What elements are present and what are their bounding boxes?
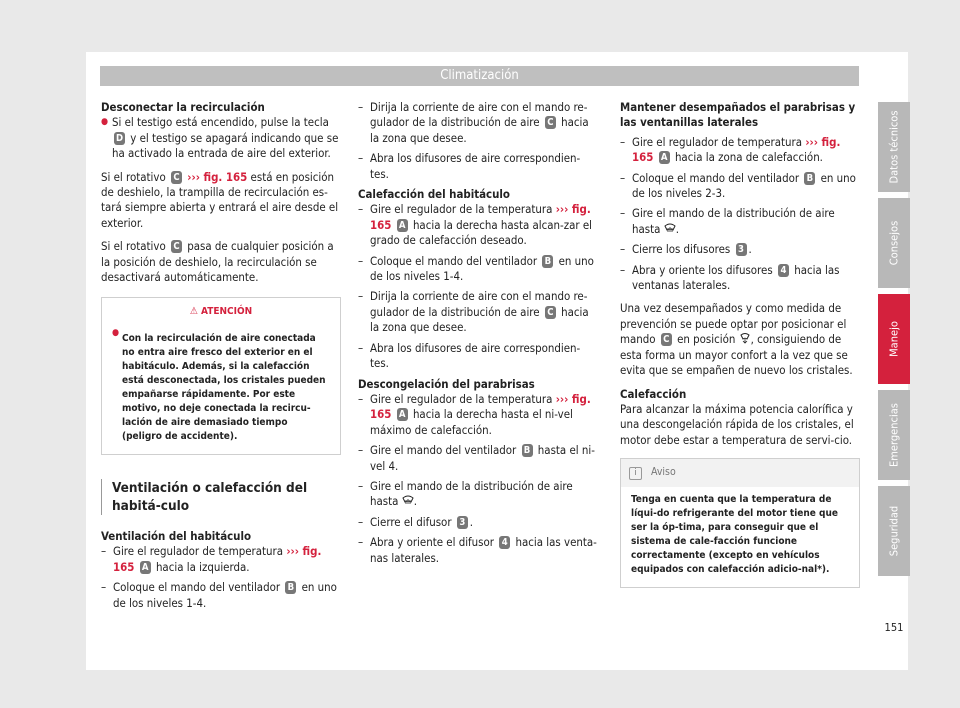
list-item: – Coloque el mando del ventilador B en uno de los niveles 2-3. bbox=[620, 171, 860, 202]
bullet-testigo: ● Si el testigo está encendido, pulse la tecla D y el testigo se apagará indicando que se ha activado la entrada de aire del exterior. bbox=[101, 115, 341, 161]
key-c: C bbox=[545, 306, 556, 319]
tab-datos-tecnicos[interactable]: Datos técnicos bbox=[878, 102, 910, 192]
list-item: – Coloque el mando del ventilador B en uno de los niveles 1-4. bbox=[358, 254, 598, 285]
tab-seguridad[interactable]: Seguridad bbox=[878, 486, 910, 576]
key-4: 4 bbox=[778, 264, 789, 277]
list-item: – Gire el regulador de la temperatura ››› fig. 165 A hacia la derecha hasta el ni-vel máximo de calefacción. bbox=[358, 392, 598, 438]
list-item: – Cierre los difusores 3 . bbox=[620, 242, 860, 257]
paragraph-potencia: Para alcanzar la máxima potencia calorífica y una descongelación rápida de los cristales, el motor debe estar a temperatura de servi-cio. bbox=[620, 401, 854, 447]
warning-box bbox=[101, 297, 341, 454]
heading-calefaccion: Calefacción del habitáculo bbox=[358, 187, 510, 202]
list-item: – Gire el mando del ventilador B hasta el ni-vel 4. bbox=[358, 443, 598, 474]
warning-text: ● Con la recirculación de aire conectada no entra aire fresco del exterior en el habitáculo. Además, si la calefacción está desconectada, los cristales pueden empañarse rápidamente. Por este motivo, no deje conectada la recircu-lación de aire demasiado tiempo (peligro de accidente). bbox=[112, 326, 340, 454]
column-1 bbox=[101, 100, 341, 616]
heading-calefaccion-2: Calefacción bbox=[620, 386, 687, 401]
windshield-defrost-icon bbox=[664, 222, 676, 234]
list-item: – Gire el regulador de la temperatura ››› fig. 165 A hacia la derecha hasta alcan-zar el grado de calefacción deseado. bbox=[358, 202, 598, 248]
key-4: 4 bbox=[499, 536, 510, 549]
tab-manejo[interactable]: Manejo bbox=[878, 294, 910, 384]
list-item: – Gire el regulador de temperatura ››› fig. 165 A hacia la zona de calefacción. bbox=[620, 135, 860, 166]
list-item: – Gire el regulador de temperatura ››› fig. 165 A hacia la izquierda. bbox=[101, 544, 341, 575]
windshield-defrost-icon bbox=[402, 494, 414, 506]
fig-link[interactable]: ››› fig. 165 bbox=[187, 169, 248, 184]
fig-link[interactable]: ››› fig. 165 bbox=[370, 391, 591, 422]
heading-desconectar: Desconectar la recirculación bbox=[101, 100, 265, 114]
heading-mantener: Mantener desempañados el parabrisas y las ventanillas laterales bbox=[620, 100, 856, 130]
heading-descongelacion: Descongelación del parabrisas bbox=[358, 376, 535, 391]
note-text: Tenga en cuenta que la temperatura de líqui-do refrigerante del motor tiene que ser la óp-tima, para conseguir que el sistema de cale-facción funcione correctamente (excepto en vehículos equipados con calefacción adicio-nal*). bbox=[631, 493, 838, 575]
note-box bbox=[620, 458, 860, 587]
key-b: B bbox=[542, 255, 553, 268]
key-a: A bbox=[397, 219, 408, 232]
list-item: – Dirija la corriente de aire con el mando re-gulador de la distribución de aire C hacia la zona que desee. bbox=[358, 100, 598, 146]
key-c: C bbox=[545, 116, 556, 129]
key-b: B bbox=[804, 172, 815, 185]
note-title: i Aviso bbox=[621, 459, 859, 486]
list-item: – Abra los difusores de aire correspondien-tes. bbox=[358, 341, 598, 372]
list-item: – Abra los difusores de aire correspondien-tes. bbox=[358, 151, 598, 182]
defrost-position-icon bbox=[739, 332, 751, 344]
list-item: – Coloque el mando del ventilador B en uno de los niveles 1-4. bbox=[101, 580, 341, 611]
paragraph-rotativo-1: Si el rotativo C ››› fig. 165 está en posición de deshielo, la trampilla de recirculación es-tará siempre abierta y entrará el aire desde el exterior. bbox=[101, 169, 339, 230]
fig-link[interactable]: ››› fig. 165 bbox=[113, 544, 322, 574]
info-icon: i bbox=[629, 467, 642, 480]
key-3: 3 bbox=[736, 243, 747, 256]
key-c: C bbox=[171, 240, 182, 253]
key-a: A bbox=[397, 408, 408, 421]
column-3 bbox=[620, 100, 860, 588]
column-2 bbox=[358, 100, 598, 571]
fig-link[interactable]: ››› fig. 165 bbox=[632, 134, 841, 165]
key-a: A bbox=[140, 561, 151, 574]
list-item: – Abra y oriente los difusores 4 hacia las ventanas laterales. bbox=[620, 263, 860, 294]
fig-link[interactable]: ››› fig. 165 bbox=[370, 202, 591, 232]
key-b: B bbox=[285, 581, 296, 594]
warning-title: ⚠ ATENCIÓN bbox=[189, 306, 253, 318]
heading-ventilacion: Ventilación del habitáculo bbox=[101, 528, 252, 543]
page-number: 151 bbox=[884, 621, 904, 634]
tab-emergencias[interactable]: Emergencias bbox=[878, 390, 910, 480]
list-item: – Dirija la corriente de aire con el mando re-gulador de la distribución de aire C hacia la zona que desee. bbox=[358, 289, 598, 335]
list-item: – Abra y oriente el difusor 4 hacia las venta-nas laterales. bbox=[358, 535, 598, 566]
key-c: C bbox=[171, 171, 182, 184]
paragraph-prevencion: Una vez desempañados y como medida de prevención se puede optar por posicionar el mando C en posición , consiguiendo de esta forma un mayor confort a la vez que se evita que se empañen de nuevo los cristales. bbox=[620, 301, 853, 378]
section-title: Ventilación o calefacción del habitá-culo bbox=[101, 479, 341, 515]
warning-icon: ⚠ bbox=[189, 306, 198, 318]
page-header: Climatización bbox=[100, 66, 859, 86]
key-b: B bbox=[522, 444, 533, 457]
key-d: D bbox=[115, 132, 124, 144]
paragraph-rotativo-2: Si el rotativo C pasa de cualquier posición a la posición de deshielo, la recirculación se desactivará automáticamente. bbox=[101, 239, 334, 285]
list-item: – Gire el mando de la distribución de aire hasta . bbox=[358, 479, 598, 510]
list-item: – Gire el mando de la distribución de aire hasta . bbox=[620, 206, 860, 237]
tab-consejos[interactable]: Consejos bbox=[878, 198, 910, 288]
list-item: – Cierre el difusor 3 . bbox=[358, 515, 598, 530]
key-3: 3 bbox=[457, 516, 468, 529]
key-c: C bbox=[661, 333, 672, 346]
key-a: A bbox=[659, 151, 670, 164]
